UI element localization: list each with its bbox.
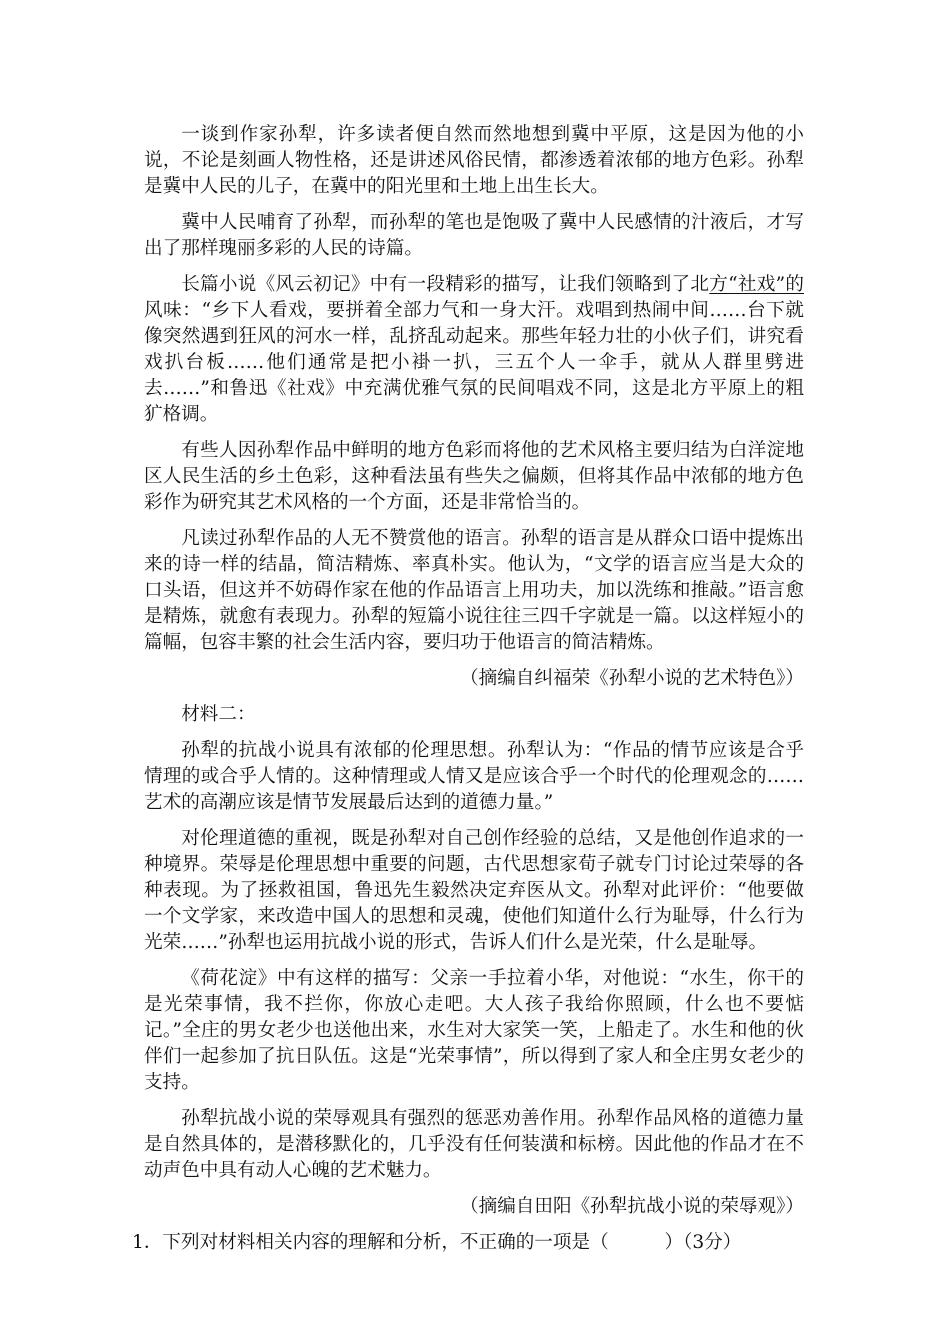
paragraph-3-text-start: 长篇小说《风云初记》中有一段精彩的描写，让我们领略到了北 xyxy=(181,274,710,295)
material-one-paragraph-5: 凡读过孙犁作品的人无不赞赏他的语言。孙犁的语言是从群众口语中提炼出来的诗一样的结晶，简洁精炼、率真朴实。他认为，“文学的语言应当是大众的口头语，但这并不妨碍作家在他的作品语言上用功夫，加以洗练和推敲。”语言愈是精炼，就愈有表现力。孙犁的短篇小说往往三四千字就是一篇。以这样短小的篇幅，包容丰繁的社会生活内容，要归功于他语言的简洁精炼。 xyxy=(144,528,804,653)
material-one-paragraph-3 xyxy=(144,272,804,428)
material-one-paragraph-4: 有些人因孙犁作品中鲜明的地方色彩而将他的艺术风格主要归结为白洋淀地区人民生活的乡土色彩，这种看法虽有些失之偏颇，但将其作品中浓郁的地方色彩作为研究其艺术风格的一个方面，还是非常恰当的。 xyxy=(144,440,804,513)
material-two-paragraph-2: 对伦理道德的重视，既是孙犁对自己创作经验的总结，又是他创作追求的一种境界。荣辱是伦理思想中重要的问题，古代思想家荀子就专门讨论过荣辱的各种表现。为了拯救祖国，鲁迅先生毅然决定弃医从文。孙犁对此评价：“他要做一个文学家，来改造中国人的思想和灵魂，使他们知道什么行为耻辱，什么行为光荣……”孙犁也运用抗战小说的形式，告诉人们什么是光荣，什么是耻辱。 xyxy=(144,828,804,953)
paragraph-3-text-end: 风味：“乡下人看戏，要拼着全部力气和一身大汗。戏唱到热闹中间……台下就像突然遇到狂风的河水一样，乱挤乱动起来。那些年轻力壮的小伙子们，讲究看戏扒台板……他们通常是把小褂一扒，三五个人一伞手，就从人群里劈进去……”和鲁迅《社戏》中充满优雅气氛的民间唱戏不同，这是北方平原上的粗犷格调。 xyxy=(144,300,804,425)
material-one-paragraph-1: 一谈到作家孙犁，许多读者便自然而然地想到冀中平原，这是因为他的小说，不论是刻画人物性格，还是讲述风俗民情，都渗透着浓郁的地方色彩。孙犁是冀中人民的儿子，在冀中的阳光里和土地上出生长大。 xyxy=(144,124,804,197)
material-one-paragraph-2: 冀中人民哺育了孙犁，而孙犁的笔也是饱吸了冀中人民感情的汁液后，才写出了那样瑰丽多彩的人民的诗篇。 xyxy=(144,212,804,259)
document-page xyxy=(132,122,804,1256)
question-1: 1．下列对材料相关内容的理解和分析，不正确的一项是（ ）（3分） xyxy=(132,1232,742,1253)
material-two-heading: 材料二： xyxy=(181,704,256,725)
material-two-paragraph-1: 孙犁的抗战小说具有浓郁的伦理思想。孙犁认为：“作品的情节应该是合乎情理的或合乎人情的。这种情理或人情又是应该合乎一个时代的伦理观念的……艺术的高潮应该是情节发展最后达到的道德力量。” xyxy=(144,740,804,813)
material-one-source: （摘编自纠福荣《孙犁小说的艺术特色》） xyxy=(460,668,804,689)
underlined-phrase: 方“社戏”的 xyxy=(709,274,804,295)
material-two-paragraph-3: 《荷花淀》中有这样的描写：父亲一手拉着小华，对他说：“水生，你干的是光荣事情，我不拦你，你放心走吧。大人孩子我给你照顾，什么也不要惦记。”全庄的男女老少也送他出来，水生对大家笑一笑，上船走了。水生和他的伙伴们一起参加了抗日队伍。这是“光荣事情”，所以得到了家人和全庄男女老少的支持。 xyxy=(144,968,804,1093)
material-two-paragraph-4: 孙犁抗战小说的荣辱观具有强烈的惩恶劝善作用。孙犁作品风格的道德力量是自然具体的，是潜移默化的，几乎没有任何装潢和标榜。因此他的作品才在不动声色中具有动人心魄的艺术魅力。 xyxy=(144,1108,804,1181)
material-two-source: （摘编自田阳《孙犁抗战小说的荣辱观》） xyxy=(460,1196,804,1217)
